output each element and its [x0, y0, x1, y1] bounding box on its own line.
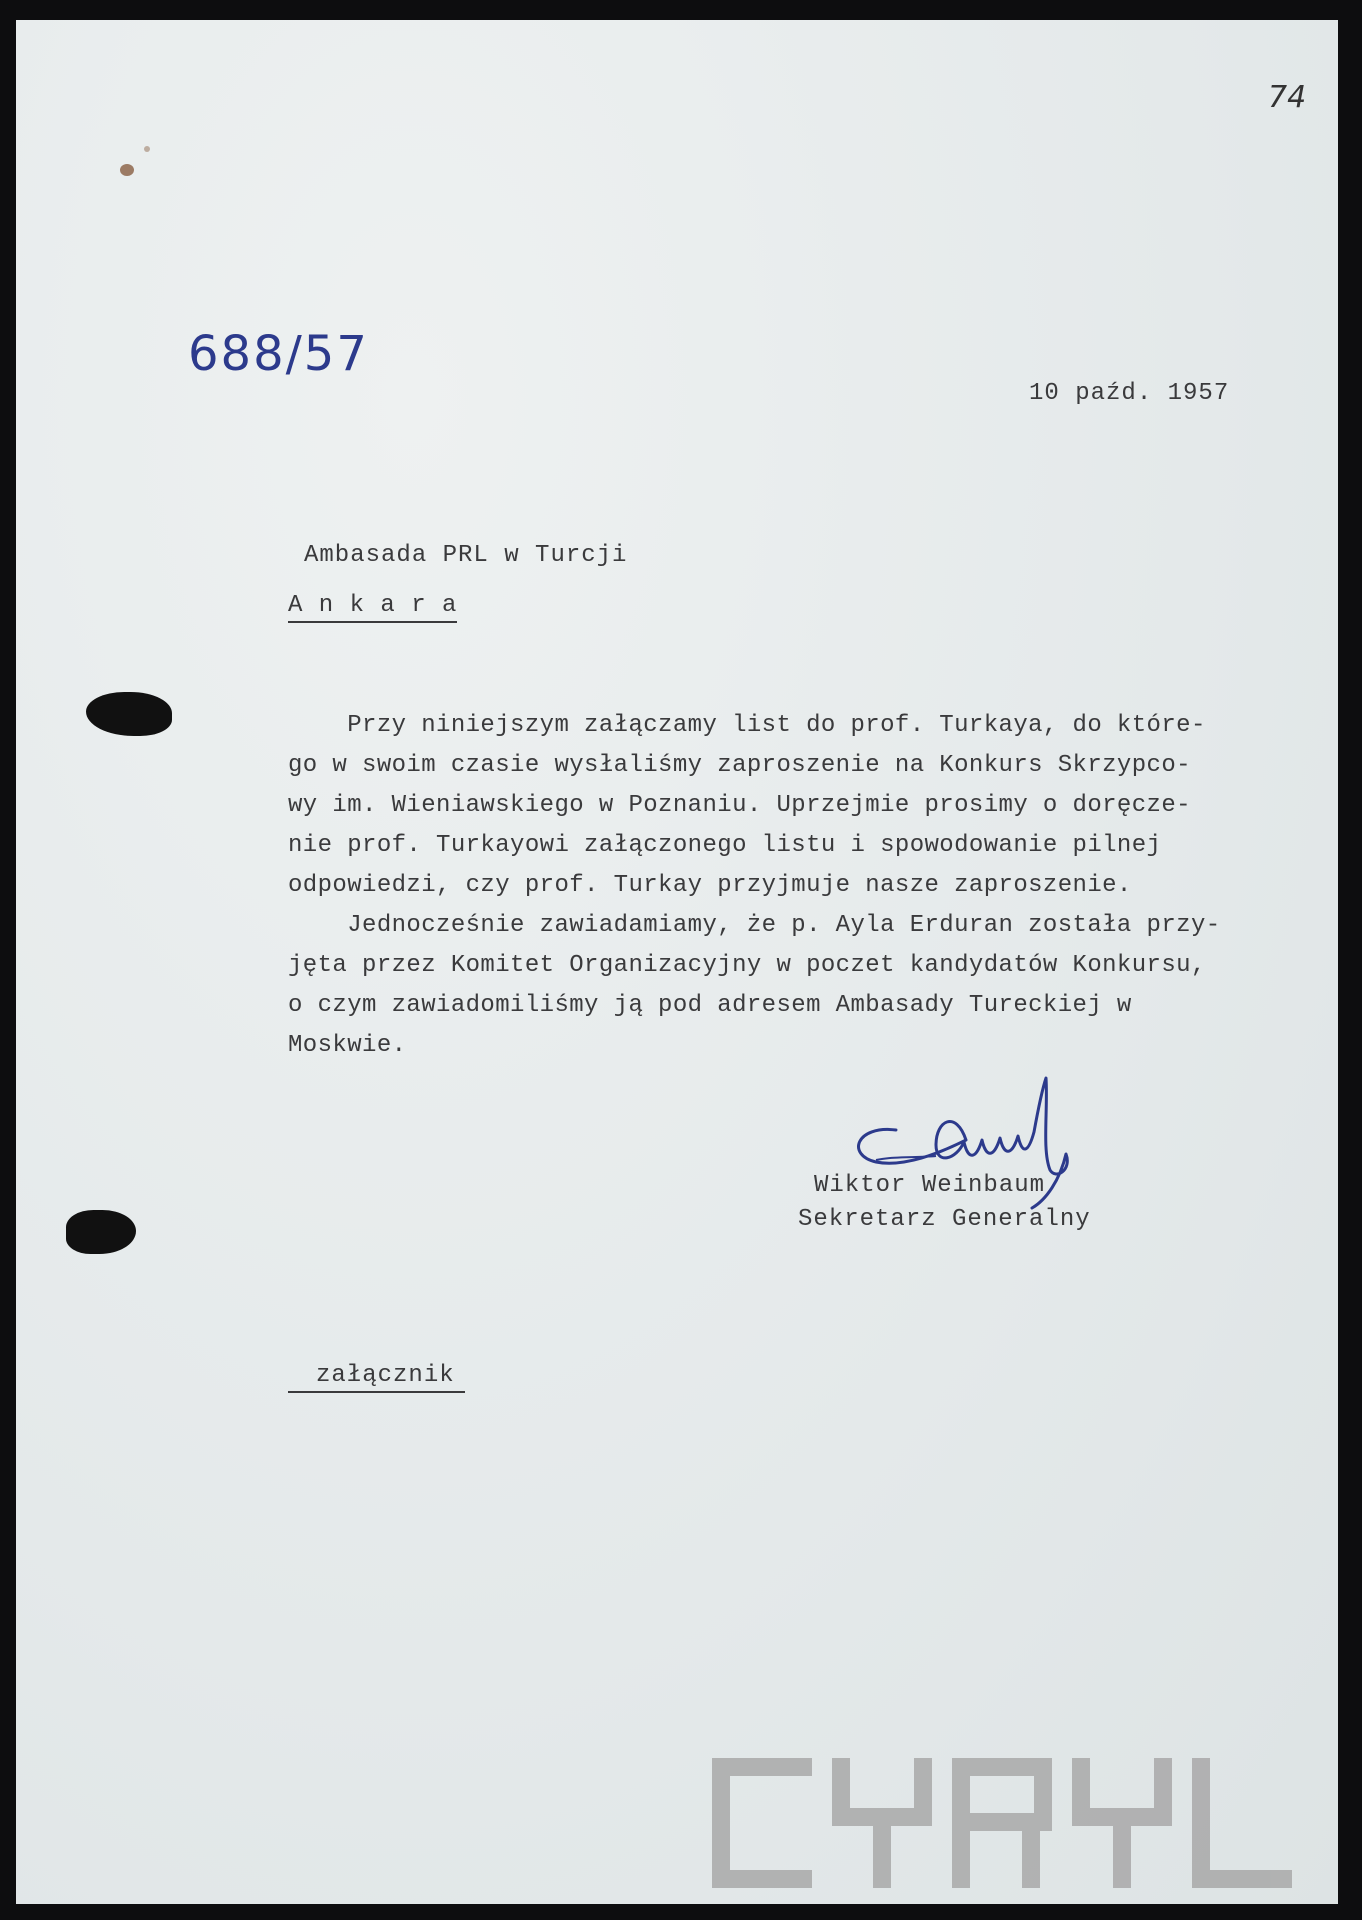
rust-stain: [120, 164, 134, 176]
body-line: o czym zawiadomiliśmy ją pod adresem Ambasady Tureckiej w: [288, 992, 1132, 1019]
signatory-name: Wiktor Weinbaum: [814, 1172, 1046, 1199]
rust-stain: [144, 146, 150, 152]
body-line: Moskwie.: [288, 1032, 407, 1059]
recipient-city: A n k a r a: [288, 592, 457, 623]
recipient-line: Ambasada PRL w Turcji: [304, 542, 628, 569]
body-line: wy im. Wieniawskiego w Poznaniu. Uprzejmie prosimy o doręcze-: [288, 792, 1191, 819]
reference-number: 688/57: [188, 326, 369, 382]
letter-date: 10 paźd. 1957: [1029, 380, 1230, 407]
signatory-title: Sekretarz Generalny: [798, 1206, 1091, 1233]
body-line: odpowiedzi, czy prof. Turkay przyjmuje nasze zaproszenie.: [288, 872, 1132, 899]
body-line: nie prof. Turkayowi załączonego listu i spowodowanie pilnej: [288, 832, 1162, 859]
body-line: Jednocześnie zawiadamiamy, że p. Ayla Erduran została przy-: [288, 912, 1221, 939]
cyryl-watermark-logo: [712, 1758, 1312, 1888]
page-number: 74: [1268, 80, 1307, 115]
punch-hole: [66, 1210, 136, 1254]
body-line: jęta przez Komitet Organizacyjny w poczet kandydatów Konkursu,: [288, 952, 1206, 979]
document-page: [16, 20, 1338, 1904]
punch-hole: [86, 692, 172, 736]
enclosure-note: załącznik: [288, 1362, 465, 1393]
body-line: Przy niniejszym załączamy list do prof. Turkaya, do które-: [288, 712, 1206, 739]
body-line: go w swoim czasie wysłaliśmy zaproszenie na Konkurs Skrzypco-: [288, 752, 1191, 779]
